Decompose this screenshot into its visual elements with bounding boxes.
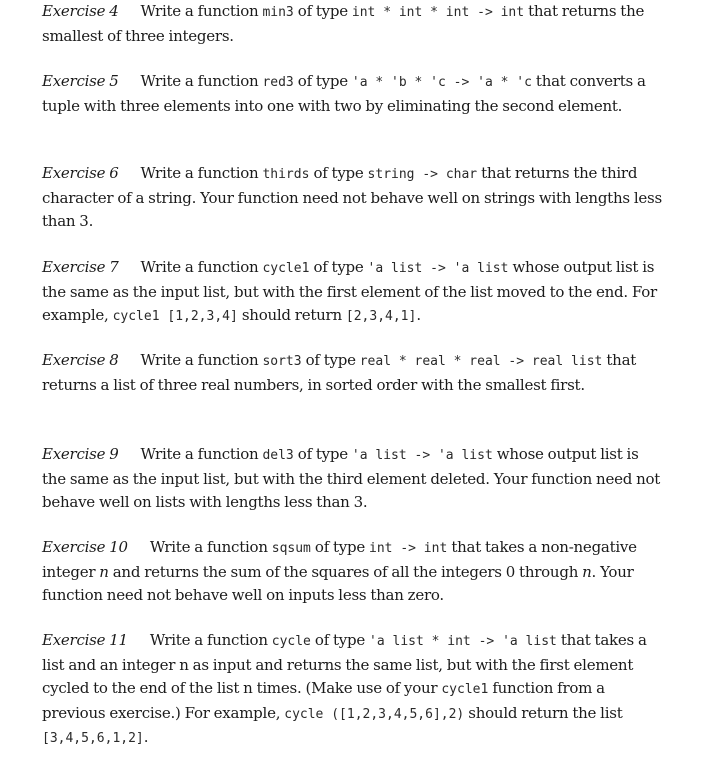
code-snippet: cycle1 — [441, 682, 489, 697]
code-snippet: cycle1 — [262, 261, 310, 276]
exercise-text — [42, 258, 657, 324]
exercise-text — [42, 631, 647, 746]
code-snippet: int -> int — [369, 541, 448, 556]
exercise-text — [42, 72, 646, 115]
math-variable: n — [99, 562, 109, 581]
exercise-text — [42, 445, 660, 511]
exercise-8 — [42, 349, 662, 397]
code-snippet: 'a list * int -> 'a list — [369, 634, 557, 649]
exercise-9 — [42, 443, 662, 515]
math-variable: n — [582, 562, 592, 581]
exercise-label: Exercise 8 — [42, 351, 119, 369]
exercise-label: Exercise 10 — [42, 538, 128, 556]
code-snippet: string -> char — [367, 167, 478, 182]
text-run: that takes a non-negative integer — [42, 538, 637, 581]
text-run: of type — [301, 351, 360, 369]
text-run: Write a function — [140, 2, 263, 20]
text-run: of type — [309, 164, 368, 182]
text-run: should return — [237, 306, 346, 324]
text-run: . — [416, 306, 421, 324]
text-run: function from a previous exercise.) For example, — [42, 679, 605, 722]
text-run: of type — [293, 2, 352, 20]
text-run: Write a function — [140, 445, 263, 463]
exercise-label: Exercise 11 — [42, 631, 128, 649]
code-snippet: red3 — [262, 75, 294, 90]
code-snippet: 'a * 'b * 'c -> 'a * 'c — [351, 75, 532, 90]
code-snippet: [2,3,4,1] — [345, 309, 417, 324]
code-snippet: 'a list -> 'a list — [367, 261, 509, 276]
text-run: Write a function — [140, 351, 263, 369]
text-run: of type — [310, 538, 370, 556]
exercise-6 — [42, 162, 662, 234]
text-run: Write a function — [149, 538, 272, 556]
exercise-label: Exercise 4 — [42, 2, 119, 20]
text-run: and returns the sum of the squares of all the integers 0 through — [108, 562, 583, 581]
text-run: . Your function need not behave well on inputs less than zero. — [42, 562, 634, 604]
exercise-5 — [42, 70, 662, 118]
text-run: Write a function — [140, 164, 263, 182]
text-run: of type — [293, 72, 352, 90]
code-snippet: min3 — [262, 5, 294, 20]
text-run: that takes a list and an integer n as input and returns the same list, but with the first element cycled to the end of the list n times. (Make use of your — [42, 631, 647, 697]
code-snippet: real * real * real -> real list — [359, 354, 603, 369]
code-snippet: thirds — [262, 167, 310, 182]
text-run: that returns the smallest of three integers. — [42, 2, 645, 45]
exercise-text — [42, 2, 644, 45]
text-run: of type — [293, 445, 352, 463]
exercise-label: Exercise 5 — [42, 72, 119, 90]
code-snippet: int * int * int -> int — [351, 5, 525, 20]
code-snippet: [3,4,5,6,1,2] — [42, 731, 144, 746]
text-run: of type — [309, 258, 368, 276]
exercise-label: Exercise 7 — [42, 258, 119, 276]
code-snippet: sqsum — [271, 541, 311, 556]
exercise-text — [42, 164, 662, 230]
exercise-4 — [42, 0, 662, 48]
code-snippet: cycle1 [1,2,3,4] — [112, 309, 238, 324]
exercise-11 — [42, 629, 662, 751]
text-run: Write a function — [140, 258, 263, 276]
code-snippet: 'a list -> 'a list — [351, 448, 493, 463]
text-run: Write a function — [140, 72, 263, 90]
text-run: of type — [310, 631, 370, 649]
exercise-10 — [42, 536, 662, 608]
text-run: that converts a tuple with three elements into one with two by eliminating the second element. — [42, 72, 646, 115]
text-run: . — [143, 728, 149, 746]
exercise-label: Exercise 6 — [42, 164, 119, 182]
code-snippet: cycle — [271, 634, 311, 649]
text-run: whose output list is the same as the input list, but with the third element deleted. Your function need not behave well on lists with lengths less than 3. — [42, 445, 661, 511]
code-snippet: cycle ([1,2,3,4,5,6],2) — [284, 706, 465, 722]
exercise-text — [42, 538, 637, 604]
code-snippet: sort3 — [262, 354, 302, 369]
exercise-7 — [42, 256, 662, 329]
text-run: that returns a list of three real numbers, in sorted order with the smallest first. — [42, 351, 637, 394]
text-run: whose output list is the same as the input list, but with the first element of the list moved to the end. For example, — [42, 258, 657, 324]
text-run: should return the list — [464, 703, 623, 722]
exercise-text — [42, 351, 636, 394]
text-run: that returns the third character of a string. Your function need not behave well on strings with lengths less than 3. — [42, 164, 662, 230]
code-snippet: del3 — [262, 448, 294, 463]
text-run: Write a function — [149, 631, 272, 649]
exercise-label: Exercise 9 — [42, 445, 119, 463]
